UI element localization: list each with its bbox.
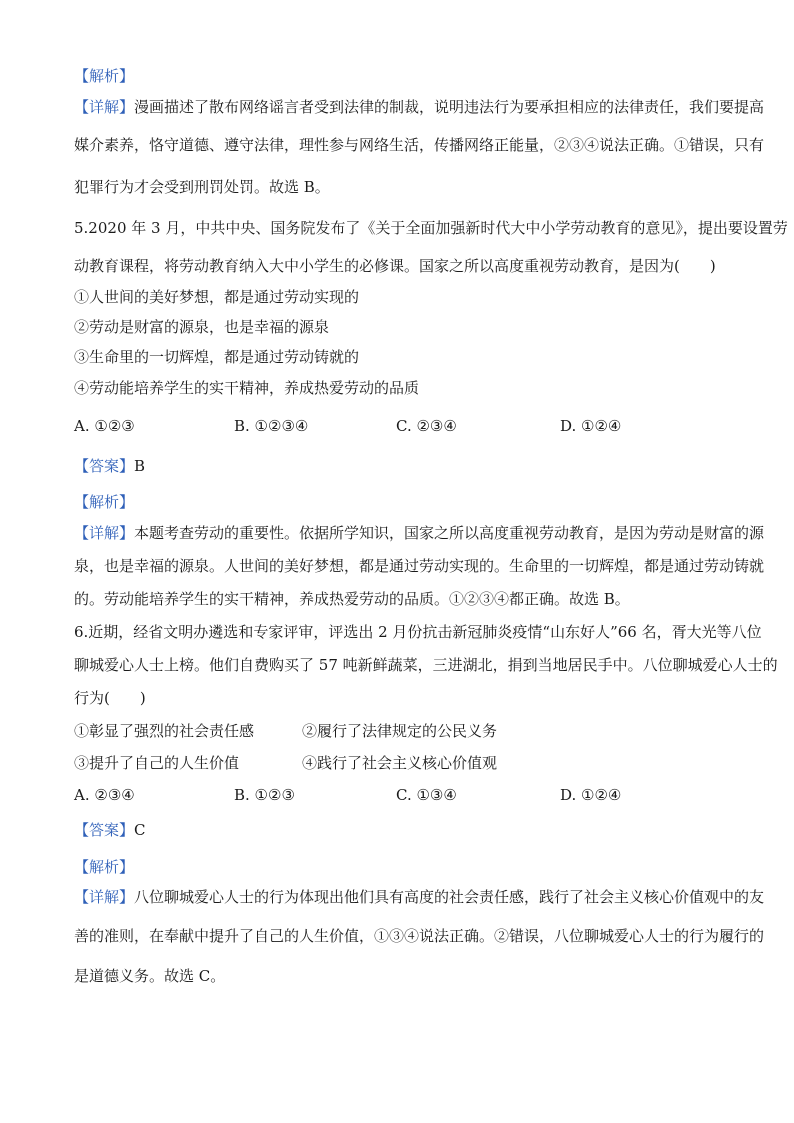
q5-detail-line-2: 泉，也是幸福的源泉。人世间的美好梦想，都是通过劳动实现的。生命里的一切辉煌，都是通过劳动铸就 [74, 557, 765, 575]
q4-detail-line-2: 媒介素养，恪守道德、遵守法律，理性参与网络生活，传播网络正能量，②③④说法正确。①错误，只有 [74, 136, 765, 154]
q5-option-b: B. ①②③④ [234, 417, 309, 435]
q5-stem-line-1: 5.2020 年 3 月，中共中央、国务院发布了《关于全面加强新时代大中小学劳动教育的意见》，提出要设置劳 [74, 219, 788, 237]
q6-detail-line-2: 善的准则，在奉献中提升了自己的人生价值，①③④说法正确。②错误，八位聊城爱心人士的行为履行的 [74, 927, 765, 945]
answer-tag: 【答案】 [74, 457, 135, 475]
q5-detail-line-3: 的。劳动能培养学生的实干精神，养成热爱劳动的品质。①②③④都正确。故选 B。 [74, 590, 630, 608]
analysis-tag: 【解析】 [74, 67, 135, 85]
detail-text: 本题考查劳动的重要性。依据所学知识，国家之所以高度重视劳动教育，是因为劳动是财富的源 [134, 524, 765, 542]
q6-answer [74, 820, 146, 840]
q6-statement-3: ③提升了自己的人生价值 [74, 754, 240, 772]
q6-stem-line-3: 行为( ) [74, 689, 146, 707]
q5-option-a: A. ①②③ [74, 417, 135, 435]
detail-tag: 【详解】 [74, 524, 135, 542]
q6-stem-line-1: 6.近期，经省文明办遴选和专家评审，评选出 2 月份抗击新冠肺炎疫情“山东好人”66 名，胥大光等八位 [74, 623, 762, 641]
q5-statement-2: ②劳动是财富的源泉，也是幸福的源泉 [74, 318, 330, 336]
detail-tag: 【详解】 [74, 98, 135, 116]
q6-detail-line-1 [74, 887, 764, 907]
q5-option-c: C. ②③④ [396, 417, 457, 435]
q6-analysis-heading [74, 857, 134, 877]
q5-statement-3: ③生命里的一切辉煌，都是通过劳动铸就的 [74, 348, 360, 366]
detail-text: 八位聊城爱心人士的行为体现出他们具有高度的社会责任感，践行了社会主义核心价值观中的友 [134, 888, 765, 906]
q5-stem-line-2: 动教育课程，将劳动教育纳入大中小学生的必修课。国家之所以高度重视劳动教育，是因为( ) [74, 257, 716, 275]
analysis-tag: 【解析】 [74, 858, 135, 876]
detail-tag: 【详解】 [74, 888, 135, 906]
q6-stem-line-2: 聊城爱心人士上榜。他们自费购买了 57 吨新鲜蔬菜，三进湖北，捐到当地居民手中。八位聊城爱心人士的 [74, 656, 778, 674]
analysis-tag: 【解析】 [74, 493, 135, 511]
q5-statement-1: ①人世间的美好梦想，都是通过劳动实现的 [74, 288, 360, 306]
q6-option-b: B. ①②③ [234, 786, 295, 804]
q6-statement-1: ①彰显了强烈的社会责任感 [74, 722, 255, 740]
q5-option-d: D. ①②④ [560, 417, 622, 435]
q5-analysis-heading [74, 492, 134, 512]
q6-statement-2: ②履行了法律规定的公民义务 [302, 722, 498, 740]
q6-option-a: A. ②③④ [74, 786, 135, 804]
q5-statement-4: ④劳动能培养学生的实干精神，养成热爱劳动的品质 [74, 379, 420, 397]
answer-value: C [134, 821, 146, 839]
q5-detail-line-1 [74, 523, 764, 543]
q4-detail-line-3: 犯罪行为才会受到刑罚处罚。故选 B。 [74, 178, 330, 196]
answer-tag: 【答案】 [74, 821, 135, 839]
q6-option-c: C. ①③④ [396, 786, 457, 804]
q5-answer [74, 456, 145, 476]
q4-analysis-heading [74, 66, 134, 86]
q4-detail-line-1 [74, 97, 764, 117]
q6-detail-line-3: 是道德义务。故选 C。 [74, 967, 226, 985]
detail-text: 漫画描述了散布网络谣言者受到法律的制裁，说明违法行为要承担相应的法律责任，我们要提高 [134, 98, 765, 116]
q6-option-d: D. ①②④ [560, 786, 622, 804]
q6-statement-4: ④践行了社会主义核心价值观 [302, 754, 498, 772]
answer-value: B [134, 457, 146, 475]
